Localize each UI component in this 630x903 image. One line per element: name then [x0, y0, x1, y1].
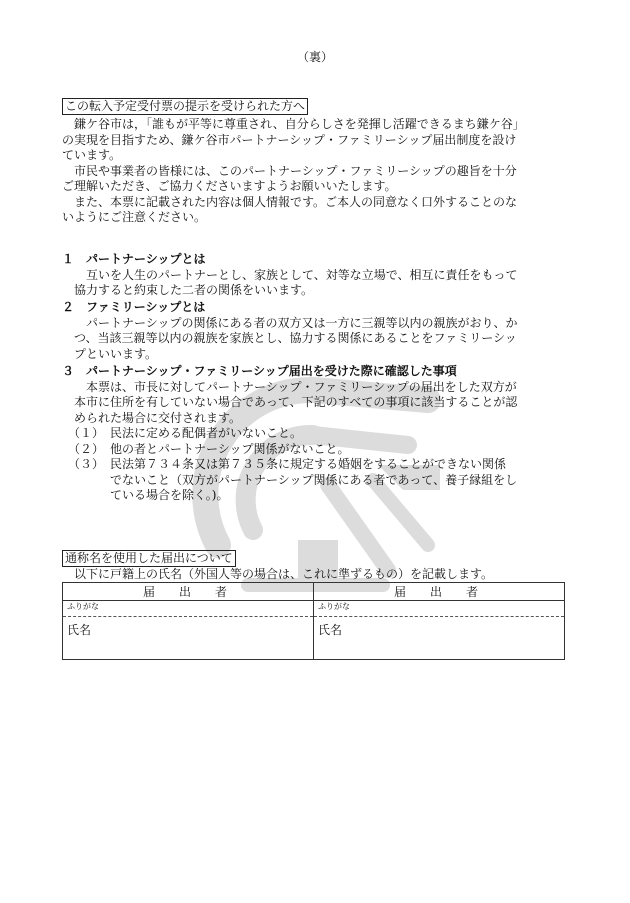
condition-item: （１） 民法に定める配偶者がいないこと。	[62, 426, 303, 440]
notice-line: ています。	[62, 148, 122, 162]
notifier-name-table	[62, 582, 565, 660]
furigana-label: ふりがな	[318, 602, 350, 611]
condition-item: ている場合を除く。)。	[62, 488, 229, 502]
notice-heading: この転入予定受付票の提示を受けられた方へ	[62, 98, 308, 115]
alias-heading: 通称名を使用した届出について	[62, 550, 236, 567]
furigana-label: ふりがな	[67, 602, 99, 611]
section-title: ２ ファミリーシップとは	[62, 300, 206, 314]
name-field-2[interactable]	[314, 617, 565, 660]
section-line: パートナーシップの関係にある者の双方又は一方に三親等以内の親族がおり、か	[62, 315, 518, 330]
notice-line: 市民や事業者の皆様には、このパートナーシップ・ファミリーシップの趣旨を十分	[62, 163, 517, 178]
alias-intro: 以下に戸籍上の氏名（外国人等の場合は、これに準ずるもの）を記載します。	[62, 567, 494, 581]
section-line: 本市に住所を有していない場合であって、下記のすべての事項に該当することが認	[62, 395, 518, 409]
section-line: つ、当該三親等以内の親族を家族とし、協力する関係にあることをファミリーシッ	[62, 331, 517, 345]
section-line: 本票は、市長に対してパートナーシップ・ファミリーシップの届出をした双方が	[62, 379, 517, 394]
notifier-header-2: 届 出 者	[314, 583, 565, 601]
section-familyship	[62, 300, 518, 362]
section-line: められた場合に交付されます。	[62, 410, 242, 425]
side-label: （裏）	[296, 50, 333, 64]
name-field-1[interactable]	[63, 617, 314, 660]
name-label: 氏名	[67, 623, 92, 637]
name-label: 氏名	[318, 623, 343, 637]
section-confirmation	[62, 364, 517, 504]
section-title: ３ パートナーシップ・ファミリーシップ届出を受けた際に確認した事項	[62, 364, 457, 378]
notice-line: 鎌ケ谷市は，「誰もが平等に尊重され、自分らしさを発揮し活躍できるまち鎌ケ谷」	[62, 117, 525, 131]
section-line: プといいます。	[62, 346, 158, 361]
notice-line: の実現を目指すため、鎌ケ谷市パートナーシップ・ファミリーシップ届出制度を設け	[62, 132, 517, 147]
notifier-header-1: 届 出 者	[63, 583, 314, 601]
notice-body	[62, 117, 525, 226]
section-line: 互いを人生のパートナーとし、家族として、対等な立場で、相互に責任をもって	[62, 267, 518, 282]
condition-item: でないこと（双方がパートナーシップ関係にある者であって、養子縁組をし	[62, 472, 518, 487]
furigana-field-2[interactable]	[314, 601, 565, 617]
condition-item: （２） 他の者とパートナーシップ関係がないこと。	[62, 441, 350, 456]
section-title: １ パートナーシップとは	[62, 252, 206, 266]
notice-line: いようにご注意ください。	[62, 210, 207, 224]
notice-line: また、本票に記載された内容は個人情報です。ご本人の同意なく口外することのな	[62, 194, 518, 209]
furigana-field-1[interactable]	[63, 601, 314, 617]
condition-item: （３） 民法第７３４条又は第７３５条に規定する婚姻をすることができない関係	[62, 457, 507, 471]
notice-line: ご理解いただき、ご協力くださいますようお願いいたします。	[62, 179, 397, 193]
section-line: 協力すると約束した二者の関係をいいます。	[62, 283, 314, 297]
section-partnership	[62, 252, 518, 299]
